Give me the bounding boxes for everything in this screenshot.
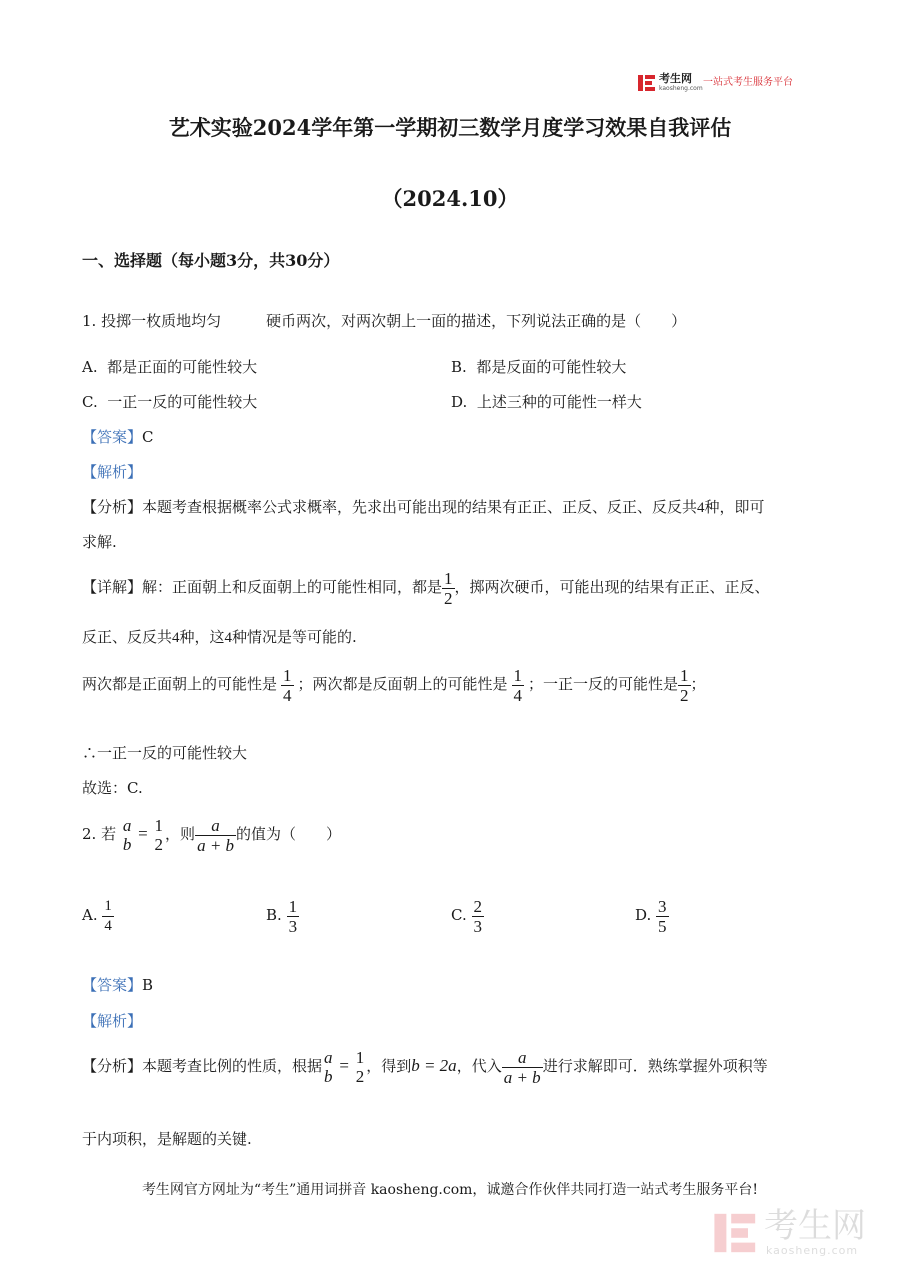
fraction-half (153, 816, 166, 854)
q2-option-d (635, 893, 669, 937)
option-text: 都是反面的可能性较大 (476, 358, 627, 376)
xiangjie-text: ；两次都是反面朝上的可能性是 (297, 675, 508, 693)
number: 4 (172, 630, 180, 646)
number: 4 (224, 630, 233, 646)
q2-analysis-tag: 【解析】 (82, 1012, 143, 1030)
watermark-brand: 考生网 (764, 1206, 866, 1246)
q1-fenxi-line2: 求解. (82, 533, 117, 551)
header-logo (638, 72, 813, 94)
fenxi-tag: 【分析】 (82, 1057, 143, 1075)
q1-xiangjie-line1 (82, 567, 770, 608)
q1-fenxi-line1 (82, 497, 765, 518)
q2-text: 的值为（ ） (236, 825, 342, 843)
q1-option-d (451, 392, 642, 412)
fraction-half (442, 569, 455, 608)
option-key: B. (451, 358, 467, 376)
option-key: D. (451, 393, 468, 411)
fraction-denominator: 2 (444, 588, 453, 608)
q2-text: ，则 (165, 825, 196, 843)
fraction-quarter (512, 666, 525, 705)
fraction-a-over-b (121, 816, 134, 854)
fraction-numerator: 1 (513, 665, 523, 685)
q2-text: 若 (101, 825, 117, 843)
fraction-numerator: 3 (658, 896, 667, 916)
q1-analysis-tag: 【解析】 (82, 463, 143, 481)
xiangjie-text: 两次都是正面朝上的可能性是 (82, 675, 278, 693)
fraction-numerator: 1 (104, 897, 112, 914)
q1-choose: 故选：C. (82, 779, 143, 797)
watermark (714, 1207, 884, 1259)
q2-option-b (266, 893, 299, 937)
fraction-a-over-b (322, 1048, 335, 1086)
q1-option-b (451, 357, 626, 377)
fraction-numerator: 1 (355, 1048, 365, 1067)
fenxi-tag: 【分析】 (82, 498, 143, 516)
fraction-denominator: 5 (658, 916, 667, 936)
equals-sign: = (339, 1056, 349, 1075)
fraction-numerator: 1 (283, 665, 292, 685)
xiangjie-text: ，掷两次硬币，可能出现的结果有正正、正反、 (454, 578, 770, 596)
xiangjie-text: 反正、反反共 (82, 628, 173, 646)
q2-stem (82, 812, 341, 856)
equals-sign: = (138, 824, 148, 843)
q1-xiangjie-line3 (82, 664, 706, 705)
fraction-numerator: 1 (288, 896, 298, 916)
option-fraction (656, 897, 669, 936)
option-fraction (102, 897, 114, 936)
fraction-denominator: 4 (283, 685, 292, 705)
equation: b = 2a (411, 1056, 457, 1075)
answer-tag: 【答案】 (82, 976, 143, 994)
option-key: A. (82, 906, 98, 924)
watermark-logo-icon (714, 1209, 758, 1257)
fenxi-text: 进行求解即可．熟练掌握外项积等 (542, 1057, 768, 1075)
option-key: D. (635, 906, 652, 924)
fraction-half (354, 1048, 367, 1086)
section-heading: 一、选择题（每小题3分，共30分） (82, 251, 340, 270)
logo-slogan: 一站式考生服务平台 (703, 77, 793, 88)
xiangjie-text: ；一正一反的可能性是 (528, 675, 679, 693)
fenxi-text: 本题考查根据概率公式求概率，先求出可能出现的结果有正正、正反、反正、反反共 (142, 498, 698, 516)
q1-answer (82, 427, 154, 447)
xiangjie-text: 种情况是等可能的. (232, 628, 357, 646)
fraction-numerator: a (324, 1048, 333, 1067)
watermark-domain: kaosheng.com (766, 1244, 859, 1257)
q1-option-c (82, 392, 257, 412)
fraction-numerator: 1 (680, 665, 689, 685)
xiangjie-text: 解：正面朝上和反面朝上的可能性相同，都是 (142, 578, 443, 596)
fraction-half (678, 666, 691, 705)
fraction-quarter (281, 666, 294, 705)
fraction-numerator: 2 (473, 896, 482, 916)
logo-domain: kaosheng.com (659, 85, 703, 92)
fenxi-text: ，代入 (456, 1057, 502, 1075)
option-key: B. (266, 906, 282, 924)
fenxi-number: 4 (697, 500, 705, 516)
punctuation: ； (690, 675, 706, 693)
fenxi-text-end: 种，即可 (704, 498, 765, 516)
logo-brand: 考生网 (659, 72, 692, 85)
answer-value: B (142, 976, 154, 994)
option-text: 都是正面的可能性较大 (107, 358, 258, 376)
fraction-denominator: a + b (197, 835, 235, 855)
q2-fenxi-line1 (82, 1044, 768, 1088)
fraction-denominator: 2 (680, 685, 689, 705)
option-fraction (472, 897, 485, 936)
q2-fenxi-line2: 于内项积，是解题的关键. (82, 1130, 252, 1148)
option-key: C. (451, 906, 467, 924)
xiangjie-text: 种，这 (179, 628, 225, 646)
q1-therefore: ∴一正一反的可能性较大 (82, 744, 248, 762)
answer-tag: 【答案】 (82, 428, 143, 446)
fraction-numerator: 1 (154, 816, 164, 835)
fenxi-text: ，得到 (366, 1057, 412, 1075)
fraction-numerator: a (211, 815, 220, 835)
fenxi-text: 本题考查比例的性质，根据 (142, 1057, 323, 1075)
q1-xiangjie-line2 (82, 627, 357, 648)
fraction-denominator: a + b (503, 1067, 541, 1087)
answer-value: C (142, 428, 154, 446)
option-key: A. (82, 358, 98, 376)
option-fraction (287, 897, 300, 936)
question-number: 2. (82, 825, 97, 843)
fraction-denominator: 4 (104, 917, 112, 934)
option-text: 上述三种的可能性一样大 (476, 393, 642, 411)
q2-answer (82, 975, 153, 995)
page-date: （2024.10） (381, 186, 519, 211)
q1-option-a (82, 357, 257, 377)
q2-option-c (451, 893, 484, 937)
fraction-denominator: 3 (473, 916, 482, 936)
fraction-denominator: 2 (355, 1067, 365, 1086)
option-text: 一正一反的可能性较大 (107, 393, 258, 411)
fraction-numerator: a (517, 1047, 527, 1067)
fraction-denominator: b (122, 835, 132, 854)
fraction-denominator: b (324, 1067, 333, 1086)
fraction-denominator: 3 (288, 916, 298, 936)
fraction-a-over-apb (502, 1048, 543, 1087)
q1-stem: 1. 投掷一枚质地均匀 硬币两次，对两次朝上一面的描述，下列说法正确的是（ ） (82, 312, 687, 330)
xiangjie-tag: 【详解】 (82, 578, 143, 596)
fraction-denominator: 4 (513, 685, 523, 705)
fraction-a-over-apb (195, 816, 236, 855)
fraction-numerator: 1 (444, 568, 453, 588)
page-title: 艺术实验2024学年第一学期初三数学月度学习效果自我评估 (168, 115, 732, 140)
q2-option-a (82, 893, 114, 937)
fraction-denominator: 2 (154, 835, 164, 854)
kaosheng-logo-icon (638, 73, 656, 93)
fraction-numerator: a (122, 816, 132, 835)
page-footer: 考生网官方网址为“考生”通用词拼音 kaosheng.com，诚邀合作伙伴共同打造一站式考生服务平台! (141, 1182, 759, 1198)
option-key: C. (82, 393, 98, 411)
